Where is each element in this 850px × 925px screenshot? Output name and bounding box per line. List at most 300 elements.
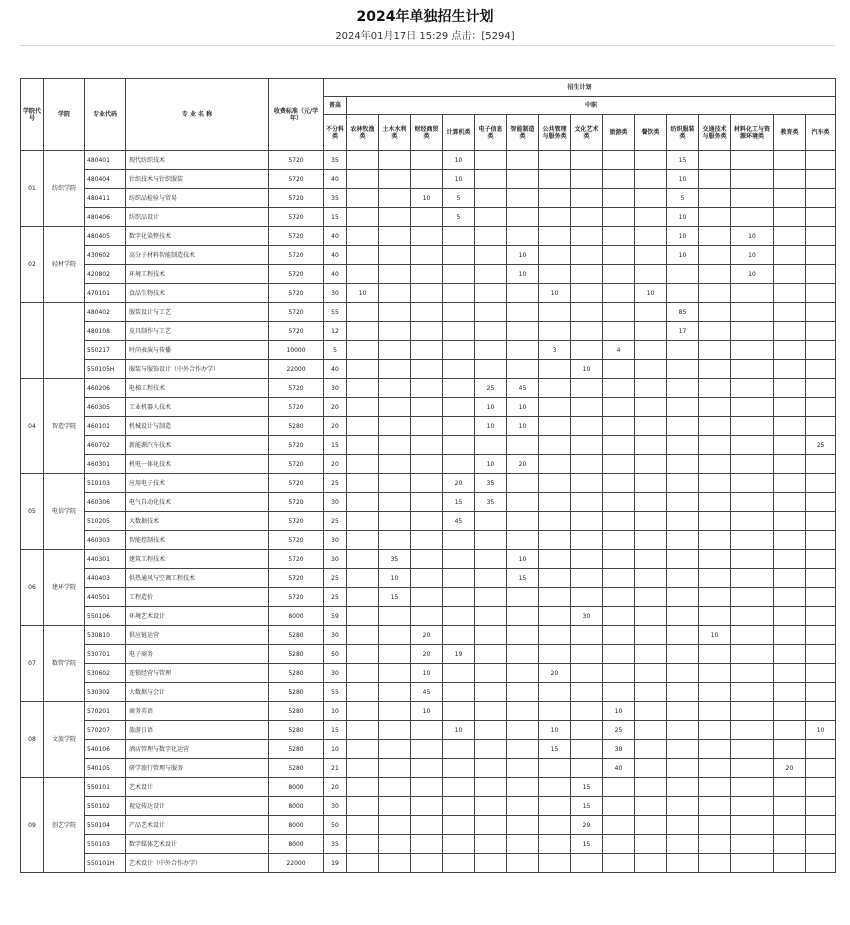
college-name-cell: 电信学院 [44, 474, 85, 550]
vocational-quota-cell [667, 683, 699, 702]
table-row [21, 360, 836, 379]
fee-cell: 5720 [269, 303, 324, 322]
general-quota-cell: 15 [324, 208, 347, 227]
vocational-quota-cell [731, 835, 774, 854]
vocational-quota-cell [347, 645, 379, 664]
vocational-quota-cell [379, 531, 411, 550]
vocational-quota-cell [731, 531, 774, 550]
vocational-quota-cell: 29 [571, 816, 603, 835]
vocational-quota-cell [603, 151, 635, 170]
college-code-cell: 01 [21, 151, 44, 227]
vocational-quota-cell: 10 [731, 246, 774, 265]
vocational-quota-cell [347, 664, 379, 683]
vocational-quota-cell [571, 284, 603, 303]
major-code-cell: 550103 [85, 835, 126, 854]
vocational-quota-cell [475, 265, 507, 284]
vocational-quota-cell [571, 512, 603, 531]
major-code-cell: 530602 [85, 664, 126, 683]
vocational-quota-cell [347, 531, 379, 550]
vocational-quota-cell [806, 835, 836, 854]
vocational-quota-cell [347, 436, 379, 455]
vocational-quota-cell [635, 170, 667, 189]
vocational-quota-cell [635, 417, 667, 436]
general-quota-cell: 10 [324, 740, 347, 759]
vocational-quota-cell [347, 265, 379, 284]
vocational-quota-cell [379, 170, 411, 189]
vocational-quota-cell [379, 626, 411, 645]
vocational-quota-cell [539, 778, 571, 797]
vocational-quota-cell: 10 [507, 550, 539, 569]
vocational-quota-cell [806, 379, 836, 398]
vocational-quota-cell [635, 398, 667, 417]
general-quota-cell: 20 [324, 417, 347, 436]
major-code-cell: 420802 [85, 265, 126, 284]
vocational-quota-cell: 10 [475, 417, 507, 436]
vocational-quota-cell [411, 246, 443, 265]
vocational-quota-cell [571, 170, 603, 189]
vocational-quota-cell: 10 [667, 227, 699, 246]
vocational-quota-cell: 10 [603, 702, 635, 721]
vocational-quota-cell [443, 626, 475, 645]
vocational-quota-cell [635, 208, 667, 227]
fee-cell: 10000 [269, 341, 324, 360]
vocational-quota-cell [539, 322, 571, 341]
vocational-quota-cell [806, 759, 836, 778]
fee-cell: 8000 [269, 607, 324, 626]
clicks-label: 点击： [451, 31, 482, 42]
vocational-quota-cell [667, 341, 699, 360]
vocational-quota-cell [667, 835, 699, 854]
major-name-cell: 环境工程技术 [126, 265, 269, 284]
vocational-quota-cell [806, 854, 836, 873]
vocational-quota-cell [571, 531, 603, 550]
col-header-category: 智能制造类 [507, 115, 539, 151]
vocational-quota-cell [699, 189, 731, 208]
vocational-quota-cell [379, 759, 411, 778]
vocational-quota-cell [635, 645, 667, 664]
table-row [21, 398, 836, 417]
major-code-cell: 480411 [85, 189, 126, 208]
vocational-quota-cell [379, 512, 411, 531]
table-row [21, 721, 836, 740]
vocational-quota-cell [379, 246, 411, 265]
vocational-quota-cell [731, 664, 774, 683]
vocational-quota-cell [731, 151, 774, 170]
vocational-quota-cell [347, 398, 379, 417]
fee-cell: 5280 [269, 759, 324, 778]
table-row [21, 702, 836, 721]
college-name-cell: 轻材学院 [44, 227, 85, 303]
major-code-cell: 480406 [85, 208, 126, 227]
vocational-quota-cell [411, 417, 443, 436]
table-row [21, 436, 836, 455]
vocational-quota-cell [539, 531, 571, 550]
vocational-quota-cell [507, 816, 539, 835]
vocational-quota-cell [635, 721, 667, 740]
vocational-quota-cell [539, 645, 571, 664]
col-header-category: 教育类 [774, 115, 806, 151]
vocational-quota-cell [379, 740, 411, 759]
general-quota-cell: 40 [324, 360, 347, 379]
vocational-quota-cell [806, 816, 836, 835]
vocational-quota-cell [603, 322, 635, 341]
vocational-quota-cell: 10 [443, 170, 475, 189]
col-header-category: 旅游类 [603, 115, 635, 151]
vocational-quota-cell [774, 550, 806, 569]
vocational-quota-cell [603, 588, 635, 607]
table-row [21, 227, 836, 246]
vocational-quota-cell [443, 455, 475, 474]
major-name-cell: 商务英语 [126, 702, 269, 721]
vocational-quota-cell: 10 [667, 246, 699, 265]
vocational-quota-cell [443, 417, 475, 436]
col-header-category: 公共管理与服务类 [539, 115, 571, 151]
vocational-quota-cell [635, 607, 667, 626]
vocational-quota-cell [411, 797, 443, 816]
major-name-cell: 供热通风与空调工程技术 [126, 569, 269, 588]
vocational-quota-cell [443, 227, 475, 246]
vocational-quota-cell [539, 569, 571, 588]
fee-cell: 5720 [269, 189, 324, 208]
vocational-quota-cell [731, 702, 774, 721]
vocational-quota-cell [571, 341, 603, 360]
college-code-cell: 02 [21, 227, 44, 303]
vocational-quota-cell [475, 550, 507, 569]
vocational-quota-cell [806, 227, 836, 246]
vocational-quota-cell [571, 569, 603, 588]
vocational-quota-cell [347, 740, 379, 759]
vocational-quota-cell [667, 398, 699, 417]
table-row [21, 170, 836, 189]
vocational-quota-cell [699, 284, 731, 303]
vocational-quota-cell [699, 170, 731, 189]
vocational-quota-cell [806, 740, 836, 759]
table-row [21, 474, 836, 493]
vocational-quota-cell [347, 474, 379, 493]
vocational-quota-cell [603, 170, 635, 189]
vocational-quota-cell [731, 208, 774, 227]
vocational-quota-cell [667, 493, 699, 512]
vocational-quota-cell [806, 512, 836, 531]
general-quota-cell: 5 [324, 341, 347, 360]
vocational-quota-cell [475, 208, 507, 227]
vocational-quota-cell: 25 [475, 379, 507, 398]
vocational-quota-cell [475, 151, 507, 170]
vocational-quota-cell [731, 588, 774, 607]
vocational-quota-cell [379, 189, 411, 208]
vocational-quota-cell: 10 [411, 702, 443, 721]
vocational-quota-cell [347, 322, 379, 341]
vocational-quota-cell [571, 246, 603, 265]
vocational-quota-cell [443, 322, 475, 341]
vocational-quota-cell [443, 398, 475, 417]
table-row [21, 322, 836, 341]
vocational-quota-cell [699, 854, 731, 873]
vocational-quota-cell [347, 379, 379, 398]
vocational-quota-cell: 5 [443, 189, 475, 208]
general-quota-cell: 25 [324, 569, 347, 588]
vocational-quota-cell [475, 170, 507, 189]
vocational-quota-cell [667, 721, 699, 740]
vocational-quota-cell [475, 854, 507, 873]
major-name-cell: 产品艺术设计 [126, 816, 269, 835]
vocational-quota-cell [603, 208, 635, 227]
vocational-quota-cell: 15 [507, 569, 539, 588]
vocational-quota-cell [539, 702, 571, 721]
vocational-quota-cell [571, 854, 603, 873]
vocational-quota-cell [699, 512, 731, 531]
major-code-cell: 460101 [85, 417, 126, 436]
vocational-quota-cell: 10 [806, 721, 836, 740]
table-row [21, 588, 836, 607]
vocational-quota-cell [731, 341, 774, 360]
vocational-quota-cell [507, 531, 539, 550]
major-name-cell: 机电一体化技术 [126, 455, 269, 474]
fee-cell: 8000 [269, 797, 324, 816]
vocational-quota-cell [774, 721, 806, 740]
vocational-quota-cell [347, 170, 379, 189]
vocational-quota-cell [806, 151, 836, 170]
fee-cell: 22000 [269, 854, 324, 873]
vocational-quota-cell [475, 607, 507, 626]
vocational-quota-cell [443, 797, 475, 816]
major-code-cell: 460702 [85, 436, 126, 455]
vocational-quota-cell [667, 265, 699, 284]
vocational-quota-cell [731, 816, 774, 835]
vocational-quota-cell [699, 341, 731, 360]
fee-cell: 5720 [269, 474, 324, 493]
vocational-quota-cell [635, 759, 667, 778]
major-code-cell: 570201 [85, 702, 126, 721]
vocational-quota-cell [571, 645, 603, 664]
vocational-quota-cell [539, 683, 571, 702]
vocational-quota-cell: 25 [603, 721, 635, 740]
vocational-quota-cell [571, 664, 603, 683]
vocational-quota-cell [379, 341, 411, 360]
vocational-quota-cell [806, 778, 836, 797]
vocational-quota-cell [571, 227, 603, 246]
vocational-quota-cell [635, 227, 667, 246]
vocational-quota-cell [379, 265, 411, 284]
general-quota-cell: 21 [324, 759, 347, 778]
vocational-quota-cell [507, 303, 539, 322]
vocational-quota-cell [635, 854, 667, 873]
vocational-quota-cell: 10 [731, 227, 774, 246]
vocational-quota-cell [443, 664, 475, 683]
vocational-quota-cell [347, 493, 379, 512]
vocational-quota-cell [699, 664, 731, 683]
vocational-quota-cell [443, 531, 475, 550]
vocational-quota-cell [443, 379, 475, 398]
vocational-quota-cell [603, 189, 635, 208]
fee-cell: 5280 [269, 740, 324, 759]
vocational-quota-cell [411, 341, 443, 360]
vocational-quota-cell [806, 683, 836, 702]
vocational-quota-cell [603, 360, 635, 379]
vocational-quota-cell: 10 [507, 265, 539, 284]
vocational-quota-cell [571, 550, 603, 569]
general-quota-cell: 20 [324, 778, 347, 797]
vocational-quota-cell [475, 531, 507, 550]
vocational-quota-cell [603, 398, 635, 417]
general-quota-cell: 50 [324, 816, 347, 835]
vocational-quota-cell [539, 189, 571, 208]
vocational-quota-cell [699, 797, 731, 816]
vocational-quota-cell [571, 721, 603, 740]
vocational-quota-cell [379, 854, 411, 873]
vocational-quota-cell [603, 835, 635, 854]
vocational-quota-cell [507, 721, 539, 740]
major-code-cell: 530701 [85, 645, 126, 664]
vocational-quota-cell [603, 436, 635, 455]
vocational-quota-cell [507, 645, 539, 664]
fee-cell: 5720 [269, 151, 324, 170]
col-header-category: 计算机类 [443, 115, 475, 151]
vocational-quota-cell: 10 [539, 284, 571, 303]
vocational-quota-cell [731, 645, 774, 664]
vocational-quota-cell: 4 [603, 341, 635, 360]
vocational-quota-cell [806, 588, 836, 607]
general-quota-cell: 30 [324, 493, 347, 512]
vocational-quota-cell [699, 227, 731, 246]
major-code-cell: 550101 [85, 778, 126, 797]
vocational-quota-cell [539, 493, 571, 512]
vocational-quota-cell [347, 607, 379, 626]
table-row [21, 607, 836, 626]
col-header-category: 餐饮类 [635, 115, 667, 151]
table-row [21, 284, 836, 303]
vocational-quota-cell [571, 208, 603, 227]
vocational-quota-cell [731, 512, 774, 531]
vocational-quota-cell [806, 531, 836, 550]
college-name-cell: 纺织学院 [44, 151, 85, 227]
vocational-quota-cell [699, 303, 731, 322]
vocational-quota-cell [571, 189, 603, 208]
major-code-cell: 460301 [85, 455, 126, 474]
general-quota-cell: 10 [324, 702, 347, 721]
vocational-quota-cell [507, 151, 539, 170]
vocational-quota-cell [731, 474, 774, 493]
vocational-quota-cell [774, 303, 806, 322]
vocational-quota-cell [774, 474, 806, 493]
vocational-quota-cell [774, 284, 806, 303]
table-row [21, 683, 836, 702]
vocational-quota-cell: 15 [571, 778, 603, 797]
vocational-quota-cell [635, 246, 667, 265]
college-code-cell [21, 303, 44, 379]
vocational-quota-cell [411, 227, 443, 246]
vocational-quota-cell [603, 816, 635, 835]
clicks-count: [5294] [481, 31, 515, 42]
vocational-quota-cell [347, 246, 379, 265]
major-name-cell: 数字化染整技术 [126, 227, 269, 246]
col-header-category: 财经商贸类 [411, 115, 443, 151]
vocational-quota-cell [347, 721, 379, 740]
vocational-quota-cell [475, 664, 507, 683]
general-quota-cell: 30 [324, 550, 347, 569]
vocational-quota-cell [635, 797, 667, 816]
major-code-cell: 460206 [85, 379, 126, 398]
table-row [21, 455, 836, 474]
vocational-quota-cell [635, 531, 667, 550]
vocational-quota-cell [806, 550, 836, 569]
vocational-quota-cell [774, 531, 806, 550]
vocational-quota-cell [806, 189, 836, 208]
vocational-quota-cell [379, 398, 411, 417]
vocational-quota-cell [774, 227, 806, 246]
major-name-cell: 纺织品检验与贸易 [126, 189, 269, 208]
major-name-cell: 针织技术与针织服装 [126, 170, 269, 189]
vocational-quota-cell [347, 778, 379, 797]
vocational-quota-cell [667, 626, 699, 645]
vocational-quota-cell [411, 208, 443, 227]
vocational-quota-cell [539, 607, 571, 626]
major-code-cell: 480402 [85, 303, 126, 322]
major-name-cell: 智能控制技术 [126, 531, 269, 550]
college-name-cell: 建环学院 [44, 550, 85, 626]
vocational-quota-cell [539, 227, 571, 246]
vocational-quota-cell [774, 379, 806, 398]
vocational-quota-cell [443, 265, 475, 284]
vocational-quota-cell [603, 246, 635, 265]
table-row [21, 512, 836, 531]
major-name-cell: 应用电子技术 [126, 474, 269, 493]
fee-cell: 5720 [269, 436, 324, 455]
major-code-cell: 540105 [85, 759, 126, 778]
vocational-quota-cell [347, 683, 379, 702]
fee-cell: 5720 [269, 588, 324, 607]
major-name-cell: 旅游日语 [126, 721, 269, 740]
vocational-quota-cell [571, 759, 603, 778]
vocational-quota-cell [443, 246, 475, 265]
vocational-quota-cell [539, 854, 571, 873]
vocational-quota-cell [507, 512, 539, 531]
vocational-quota-cell [774, 588, 806, 607]
vocational-quota-cell [667, 550, 699, 569]
vocational-quota-cell [379, 303, 411, 322]
vocational-quota-cell: 15 [539, 740, 571, 759]
publish-date: 2024年01月17日 15:29 [335, 31, 449, 42]
vocational-quota-cell [635, 455, 667, 474]
vocational-quota-cell [667, 284, 699, 303]
vocational-quota-cell [667, 588, 699, 607]
vocational-quota-cell [806, 360, 836, 379]
vocational-quota-cell [379, 493, 411, 512]
vocational-quota-cell [539, 626, 571, 645]
vocational-quota-cell [731, 550, 774, 569]
vocational-quota-cell [443, 854, 475, 873]
vocational-quota-cell [443, 303, 475, 322]
vocational-quota-cell [539, 360, 571, 379]
vocational-quota-cell [571, 702, 603, 721]
vocational-quota-cell [699, 455, 731, 474]
fee-cell: 5280 [269, 664, 324, 683]
vocational-quota-cell [411, 740, 443, 759]
vocational-quota-cell: 20 [443, 474, 475, 493]
vocational-quota-cell [507, 322, 539, 341]
major-name-cell: 电梯工程技术 [126, 379, 269, 398]
vocational-quota-cell [411, 455, 443, 474]
vocational-quota-cell [806, 398, 836, 417]
vocational-quota-cell: 30 [571, 607, 603, 626]
col-header-college-code: 学院代号 [21, 79, 44, 151]
header-row [21, 79, 836, 97]
col-header-no-category: 不分科类 [324, 115, 347, 151]
major-name-cell: 艺术设计 [126, 778, 269, 797]
vocational-quota-cell [475, 360, 507, 379]
vocational-quota-cell [379, 702, 411, 721]
vocational-quota-cell [507, 607, 539, 626]
